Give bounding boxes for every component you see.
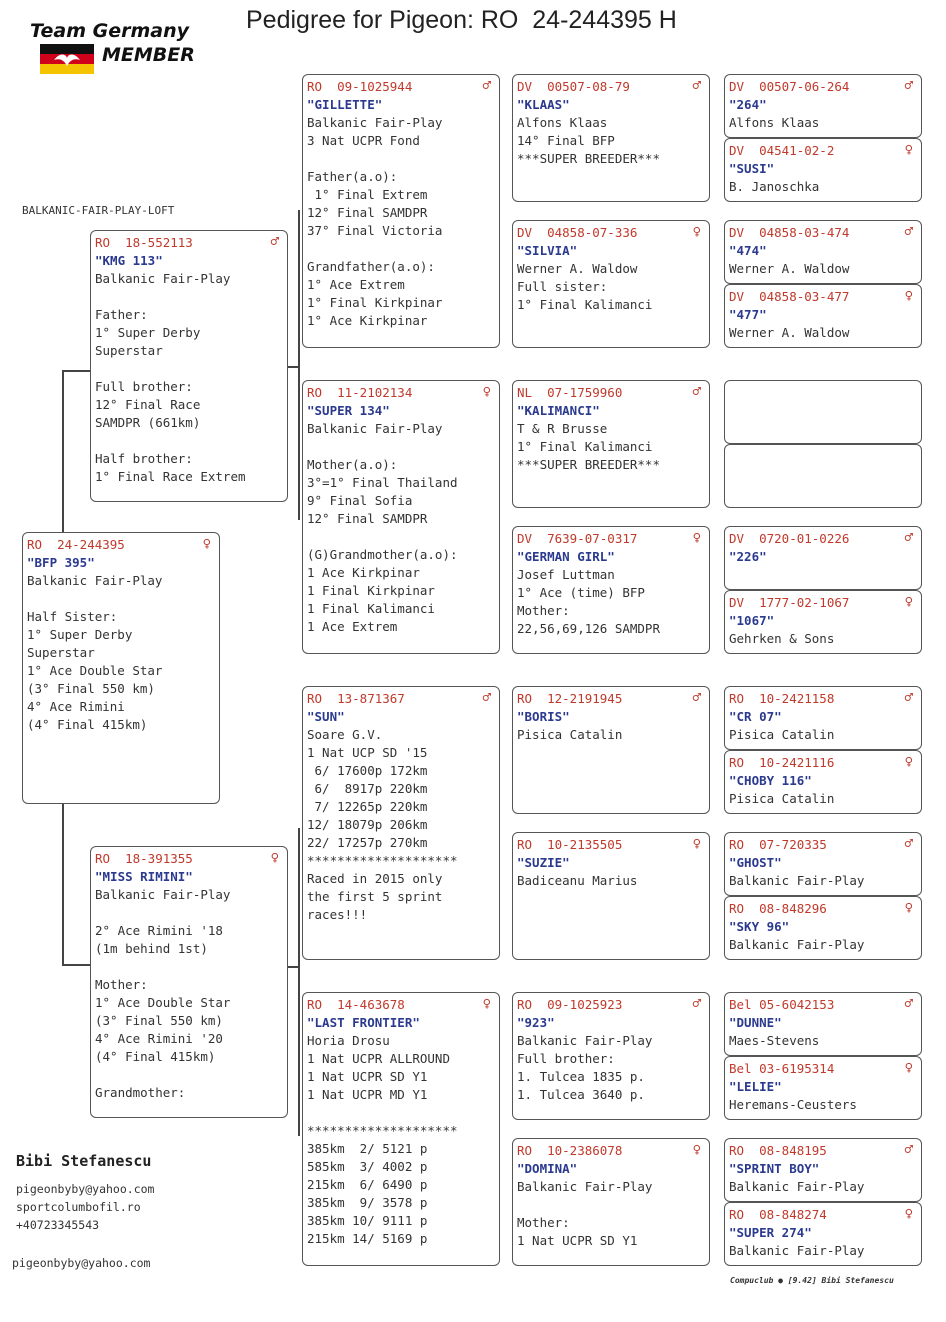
info-line: Maes-Stevens <box>729 1033 820 1048</box>
loft-name: BALKANIC-FAIR-PLAY-LOFT <box>22 204 175 217</box>
pigeon-name: "SUN" <box>307 709 345 724</box>
pigeon-card-g4[interactable] <box>724 284 922 348</box>
info-line: Balkanic Fair-Play <box>517 1033 653 1048</box>
info-line: 3 Nat UCPR Fond <box>307 133 420 148</box>
connector-line <box>62 964 90 966</box>
female-icon: ♀ <box>482 384 491 400</box>
ring-number: RO 10-2386078 <box>517 1143 623 1158</box>
info-line: ***SUPER BREEDER*** <box>517 457 660 472</box>
male-icon: ♂ <box>482 78 491 94</box>
info-line: (1m behind 1st) <box>95 941 208 956</box>
pigeon-name: "SUPER 274" <box>729 1225 812 1240</box>
pigeon-card-fff[interactable] <box>512 74 710 202</box>
info-line <box>307 438 495 456</box>
info-line: Full brother: <box>517 1051 615 1066</box>
info-line: Grandmother: <box>95 1085 186 1100</box>
info-line: 37° Final Victoria <box>307 223 443 238</box>
info-line: Balkanic Fair-Play <box>95 271 231 286</box>
ring-number: Bel 05-6042153 <box>729 997 835 1012</box>
info-line: Werner A. Waldow <box>729 261 850 276</box>
info-line: 1° Final Extrem <box>307 187 428 202</box>
ring-number: RO 13-871367 <box>307 691 405 706</box>
male-icon: ♂ <box>904 530 913 546</box>
pigeon-name: "BFP 395" <box>27 555 95 570</box>
info-line: 2° Ace Rimini '18 <box>95 923 223 938</box>
pigeon-card-mff[interactable] <box>512 686 710 814</box>
info-line: 1 Nat UCPR MD Y1 <box>307 1087 428 1102</box>
info-line: 1 Nat UCPR SD Y1 <box>517 1233 638 1248</box>
pigeon-card-mmm[interactable] <box>512 1138 710 1266</box>
info-line: 14° Final BFP <box>517 133 615 148</box>
male-icon: ♂ <box>904 996 913 1012</box>
pigeon-card-mfm[interactable] <box>512 832 710 960</box>
female-icon: ♀ <box>482 996 491 1012</box>
info-line: Josef Luttman <box>517 567 615 582</box>
female-icon: ♀ <box>904 1206 913 1222</box>
info-line: Pisica Catalin <box>729 791 835 806</box>
info-line <box>307 240 495 258</box>
pigeon-card-g11[interactable] <box>724 832 922 896</box>
info-line: Half Sister: <box>27 609 118 624</box>
male-icon: ♂ <box>692 384 701 400</box>
pigeon-card-g2[interactable] <box>724 138 922 202</box>
ring-number: RO 10-2421158 <box>729 691 835 706</box>
pigeon-card-ff[interactable] <box>302 74 500 348</box>
info-line: Alfons Klaas <box>517 115 608 130</box>
info-line: Alfons Klaas <box>729 115 820 130</box>
info-line: (G)Grandmother(a.o): <box>307 547 458 562</box>
info-line <box>95 288 283 306</box>
pigeon-card-g12[interactable] <box>724 896 922 960</box>
pigeon-name: "BORIS" <box>517 709 570 724</box>
pigeon-name: "CR 07" <box>729 709 782 724</box>
info-line: B. Janoschka <box>729 179 820 194</box>
info-line: Father: <box>95 307 148 322</box>
pigeon-name: "477" <box>729 307 767 322</box>
connector-line <box>298 828 300 1136</box>
pigeon-name: "474" <box>729 243 767 258</box>
info-line: 6/ 8917p 220km <box>307 781 428 796</box>
info-line: (4° Final 415km) <box>95 1049 216 1064</box>
pigeon-card-empty[interactable] <box>724 444 922 508</box>
ring-number: NL 07-1759960 <box>517 385 623 400</box>
male-icon: ♂ <box>692 690 701 706</box>
info-line: 12° Final Race <box>95 397 201 412</box>
info-line: 1° Final Kalimanci <box>517 297 653 312</box>
ring-number: RO 18-391355 <box>95 851 193 866</box>
email-link[interactable]: pigeonbyby@yahoo.com <box>16 1182 155 1196</box>
email-link[interactable]: pigeonbyby@yahoo.com <box>12 1256 151 1270</box>
info-line <box>517 1196 705 1214</box>
info-line: 4° Ace Rimini '20 <box>95 1031 223 1046</box>
info-line: Mother: <box>517 603 570 618</box>
female-icon: ♀ <box>904 754 913 770</box>
pigeon-name: "SKY 96" <box>729 919 790 934</box>
ring-number: RO 08-848195 <box>729 1143 827 1158</box>
pigeon-card-g8[interactable] <box>724 590 922 654</box>
info-line: 3°=1° Final Thailand <box>307 475 458 490</box>
info-line: 585km 3/ 4002 p <box>307 1159 428 1174</box>
info-line: Grandfather(a.o): <box>307 259 435 274</box>
info-line: Werner A. Waldow <box>729 325 850 340</box>
pigeon-name: "GERMAN GIRL" <box>517 549 615 564</box>
ring-number: DV 00507-06-264 <box>729 79 850 94</box>
pigeon-name: "226" <box>729 549 767 564</box>
pigeon-card-g15[interactable] <box>724 1138 922 1202</box>
info-line: 1° Ace (time) BFP <box>517 585 645 600</box>
info-line: Half brother: <box>95 451 193 466</box>
software-credit: Compuclub ● [9.42] Bibi Stefanescu <box>730 1276 894 1285</box>
pigeon-name: "SPRINT BOY" <box>729 1161 820 1176</box>
info-line: ***SUPER BREEDER*** <box>517 151 660 166</box>
info-line: 1 Final Kirkpinar <box>307 583 435 598</box>
pigeon-name: "CHOBY 116" <box>729 773 812 788</box>
phone-number: +40723345543 <box>16 1218 100 1232</box>
connector-line <box>288 966 298 968</box>
info-line: Balkanic Fair-Play <box>729 1179 865 1194</box>
info-line: 1° Final Kirkpinar <box>307 295 443 310</box>
female-icon: ♀ <box>202 536 211 552</box>
info-line: Father(a.o): <box>307 169 398 184</box>
info-line: 12° Final SAMDPR <box>307 205 428 220</box>
pigeon-card-mother[interactable] <box>90 846 288 1118</box>
info-line: Pisica Catalin <box>729 727 835 742</box>
pigeon-name: "MISS RIMINI" <box>95 869 193 884</box>
female-icon: ♀ <box>904 1060 913 1076</box>
female-icon: ♀ <box>692 224 701 240</box>
ring-number: DV 04858-07-336 <box>517 225 638 240</box>
connector-line <box>288 366 298 368</box>
info-line <box>27 590 215 608</box>
info-line: 7/ 12265p 220km <box>307 799 428 814</box>
info-line: 1. Tulcea 1835 p. <box>517 1069 645 1084</box>
pigeon-name: "KLAAS" <box>517 97 570 112</box>
info-line: 12° Final SAMDPR <box>307 511 428 526</box>
info-line: 1 Ace Kirkpinar <box>307 565 420 580</box>
info-line: 1° Super Derby <box>95 325 201 340</box>
info-line: Horia Drosu <box>307 1033 390 1048</box>
info-line: 1. Tulcea 3640 p. <box>517 1087 645 1102</box>
info-line: 22/ 17257p 270km <box>307 835 428 850</box>
ring-number: RO 10-2135505 <box>517 837 623 852</box>
info-line: Superstar <box>27 645 95 660</box>
info-line: 1° Super Derby <box>27 627 133 642</box>
female-icon: ♀ <box>904 142 913 158</box>
ring-number: RO 08-848296 <box>729 901 827 916</box>
pigeon-name: "GHOST" <box>729 855 782 870</box>
pigeon-card-g14[interactable] <box>724 1056 922 1120</box>
info-line: Mother: <box>95 977 148 992</box>
info-line: ******************** <box>307 1123 458 1138</box>
pigeon-card-mm[interactable] <box>302 992 500 1266</box>
pigeon-name: "SUPER 134" <box>307 403 390 418</box>
info-line: 1° Final Race Extrem <box>95 469 246 484</box>
pigeon-name: "923" <box>517 1015 555 1030</box>
info-line: 1° Final Kalimanci <box>517 439 653 454</box>
pigeon-name: "264" <box>729 97 767 112</box>
info-line: Balkanic Fair-Play <box>307 421 443 436</box>
info-line: 385km 2/ 5121 p <box>307 1141 428 1156</box>
info-line: 1 Final Kalimanci <box>307 601 435 616</box>
pigeon-card-g7[interactable] <box>724 526 922 590</box>
pigeon-card-g3[interactable] <box>724 220 922 284</box>
info-line: 385km 10/ 9111 p <box>307 1213 428 1228</box>
female-icon: ♀ <box>904 288 913 304</box>
info-line <box>95 1066 283 1084</box>
info-line: Balkanic Fair-Play <box>27 573 163 588</box>
ring-number: DV 1777-02-1067 <box>729 595 850 610</box>
pigeon-name: "GILLETTE" <box>307 97 383 112</box>
male-icon: ♂ <box>692 78 701 94</box>
pigeon-name: "KALIMANCI" <box>517 403 600 418</box>
info-line: the first 5 sprint <box>307 889 443 904</box>
ring-number: RO 18-552113 <box>95 235 193 250</box>
info-line: Balkanic Fair-Play <box>517 1179 653 1194</box>
info-line: Balkanic Fair-Play <box>307 115 443 130</box>
info-line: 385km 9/ 3578 p <box>307 1195 428 1210</box>
pigeon-name: "SILVIA" <box>517 243 578 258</box>
info-line: 1° Ace Double Star <box>95 995 231 1010</box>
info-line: 6/ 17600p 172km <box>307 763 428 778</box>
info-line: 9° Final Sofia <box>307 493 413 508</box>
info-line: 4° Ace Rimini <box>27 699 125 714</box>
info-line <box>307 150 495 168</box>
info-line: Mother(a.o): <box>307 457 398 472</box>
ring-number: DV 04541-02-2 <box>729 143 835 158</box>
female-icon: ♀ <box>692 836 701 852</box>
info-line: Balkanic Fair-Play <box>729 1243 865 1258</box>
connector-line <box>62 370 64 534</box>
male-icon: ♂ <box>904 690 913 706</box>
team-label: Team Germany <box>30 20 190 42</box>
ring-number: RO 24-244395 <box>27 537 125 552</box>
male-icon: ♂ <box>270 234 279 250</box>
pigeon-name: "LAST FRONTIER" <box>307 1015 420 1030</box>
ring-number: RO 07-720335 <box>729 837 827 852</box>
pigeon-card-mf[interactable] <box>302 686 500 960</box>
male-icon: ♂ <box>904 78 913 94</box>
ring-number: RO 14-463678 <box>307 997 405 1012</box>
connector-line <box>298 210 300 520</box>
info-line: 1° Ace Double Star <box>27 663 163 678</box>
ring-number: DV 0720-01-0226 <box>729 531 850 546</box>
ring-number: DV 00507-08-79 <box>517 79 630 94</box>
male-icon: ♂ <box>904 1142 913 1158</box>
pigeon-name: "DUNNE" <box>729 1015 782 1030</box>
ring-number: RO 11-2102134 <box>307 385 413 400</box>
info-line <box>95 958 283 976</box>
info-line: 1 Nat UCPR ALLROUND <box>307 1051 450 1066</box>
female-icon: ♀ <box>904 594 913 610</box>
info-line: 1° Ace Kirkpinar <box>307 313 428 328</box>
info-line: SAMDPR (661km) <box>95 415 201 430</box>
info-line <box>95 432 283 450</box>
pigeon-card-empty[interactable] <box>724 380 922 444</box>
pigeon-name: "DOMINA" <box>517 1161 578 1176</box>
info-line: Balkanic Fair-Play <box>95 887 231 902</box>
info-line: Pisica Catalin <box>517 727 623 742</box>
info-line: Heremans-Ceusters <box>729 1097 857 1112</box>
pigeon-card-fm[interactable] <box>302 380 500 654</box>
pigeon-card-fmm[interactable] <box>512 526 710 654</box>
info-line: Full brother: <box>95 379 193 394</box>
info-line: Werner A. Waldow <box>517 261 638 276</box>
info-line: 12/ 18079p 206km <box>307 817 428 832</box>
pigeon-card-father[interactable] <box>90 230 288 502</box>
info-line: (4° Final 415km) <box>27 717 148 732</box>
female-icon: ♀ <box>904 900 913 916</box>
ring-number: RO 12-2191945 <box>517 691 623 706</box>
pigeon-card-subject[interactable] <box>22 532 220 804</box>
male-icon: ♂ <box>692 996 701 1012</box>
info-line: Soare G.V. <box>307 727 383 742</box>
ring-number: DV 7639-07-0317 <box>517 531 638 546</box>
info-line: 215km 6/ 6490 p <box>307 1177 428 1192</box>
ring-number: RO 09-1025944 <box>307 79 413 94</box>
pigeon-card-mmf[interactable] <box>512 992 710 1120</box>
pigeon-name: "SUZIE" <box>517 855 570 870</box>
info-line: (3° Final 550 km) <box>95 1013 223 1028</box>
pigeon-name: "1067" <box>729 613 775 628</box>
pigeon-card-g16[interactable] <box>724 1202 922 1266</box>
pigeon-name: "KMG 113" <box>95 253 163 268</box>
info-line <box>307 1104 495 1122</box>
pigeon-card-g13[interactable] <box>724 992 922 1056</box>
info-line: Gehrken & Sons <box>729 631 835 646</box>
info-line: Full sister: <box>517 279 608 294</box>
male-icon: ♂ <box>482 690 491 706</box>
male-icon: ♂ <box>904 836 913 852</box>
info-line: 1 Nat UCPR SD Y1 <box>307 1069 428 1084</box>
pigeon-card-g10[interactable] <box>724 750 922 814</box>
info-line <box>95 360 283 378</box>
connector-line <box>62 370 90 372</box>
female-icon: ♀ <box>270 850 279 866</box>
website-link[interactable]: sportcolumbofil.ro <box>16 1200 141 1214</box>
breeder-name: Bibi Stefanescu <box>16 1152 152 1170</box>
ring-number: DV 04858-03-474 <box>729 225 850 240</box>
ring-number: RO 09-1025923 <box>517 997 623 1012</box>
pigeon-card-fmf[interactable] <box>512 380 710 508</box>
info-line: Mother: <box>517 1215 570 1230</box>
info-line: Badiceanu Marius <box>517 873 638 888</box>
connector-line <box>62 804 64 964</box>
member-label: MEMBER <box>102 44 195 66</box>
info-line: 22,56,69,126 SAMDPR <box>517 621 660 636</box>
pigeon-name: "LELIE" <box>729 1079 782 1094</box>
pigeon-name: "SUSI" <box>729 161 775 176</box>
ring-number: RO 10-2421116 <box>729 755 835 770</box>
info-line: Superstar <box>95 343 163 358</box>
ring-number: Bel 03-6195314 <box>729 1061 835 1076</box>
ring-number: DV 04858-03-477 <box>729 289 850 304</box>
info-line: (3° Final 550 km) <box>27 681 155 696</box>
info-line: races!!! <box>307 907 368 922</box>
info-line <box>95 904 283 922</box>
info-line: Raced in 2015 only <box>307 871 443 886</box>
page-title: Pedigree for Pigeon: RO 24-244395 H <box>246 6 677 34</box>
info-line: 1 Ace Extrem <box>307 619 398 634</box>
ring-number: RO 08-848274 <box>729 1207 827 1222</box>
info-line: 1° Ace Extrem <box>307 277 405 292</box>
info-line <box>307 528 495 546</box>
female-icon: ♀ <box>692 530 701 546</box>
pigeon-card-ffm[interactable] <box>512 220 710 348</box>
info-line: Balkanic Fair-Play <box>729 937 865 952</box>
info-line: ******************** <box>307 853 458 868</box>
info-line: T & R Brusse <box>517 421 608 436</box>
info-line: 215km 14/ 5169 p <box>307 1231 428 1246</box>
pigeon-card-g9[interactable] <box>724 686 922 750</box>
female-icon: ♀ <box>692 1142 701 1158</box>
german-flag-logo <box>40 44 94 74</box>
info-line: 1 Nat UCP SD '15 <box>307 745 428 760</box>
male-icon: ♂ <box>904 224 913 240</box>
info-line: Balkanic Fair-Play <box>729 873 865 888</box>
pigeon-card-g1[interactable] <box>724 74 922 138</box>
